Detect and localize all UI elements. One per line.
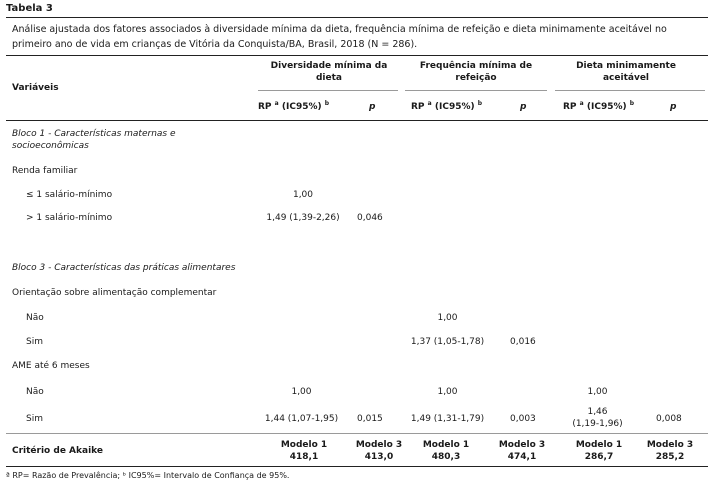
group-rule-3 xyxy=(555,90,705,91)
ame-nao-label: Não xyxy=(26,387,44,397)
header-group-dieta: Dieta minimamente aceitável xyxy=(576,61,676,83)
header-group-frequencia: Frequência mínima de refeição xyxy=(419,61,533,83)
ame-nao-rp-3: 1,00 xyxy=(587,387,608,397)
renda-low-rp: 1,00 xyxy=(292,190,314,200)
ame-sim-p-3: 0,008 xyxy=(656,414,682,424)
table-label: Tabela 3 xyxy=(6,3,53,14)
akaike-value-6: 285,2 xyxy=(655,452,685,462)
ame-label: AME até 6 meses xyxy=(12,361,90,371)
akaike-value-3: 480,3 xyxy=(431,452,461,462)
akaike-value-4: 474,1 xyxy=(507,452,537,462)
block1-title: Bloco 1 - Características maternas e socioeconômicas xyxy=(12,129,176,151)
akaike-model-1: Modelo 1 xyxy=(280,440,328,450)
header-rule xyxy=(6,120,708,121)
orient-label: Orientação sobre alimentação complementar xyxy=(12,288,217,298)
akaike-model-3: Modelo 1 xyxy=(422,440,470,450)
top-rule xyxy=(6,17,708,18)
ame-sim-p-2: 0,003 xyxy=(510,414,536,424)
akaike-model-5: Modelo 1 xyxy=(575,440,623,450)
orient-sim-rp: 1,37 (1,05-1,78) xyxy=(410,337,485,347)
header-rp-2: RP $^a$ (IC95%) $^b$ xyxy=(411,100,483,112)
akaike-value-1: 418,1 xyxy=(289,452,319,462)
header-variables: Variáveis xyxy=(12,83,59,93)
akaike-label: Critério de Akaike xyxy=(12,446,104,456)
ame-sim-rp-3-ci: (1,19-1,96) xyxy=(572,419,623,429)
akaike-value-5: 286,7 xyxy=(584,452,614,462)
ame-nao-rp-2: 1,00 xyxy=(437,387,458,397)
ame-sim-rp-2: 1,49 (1,31-1,79) xyxy=(410,414,485,424)
table-caption: Análise ajustada dos fatores associados à diversidade mínima da dieta, frequência mínima de refeição e dieta minimamente aceitável no primeiro ano de vida em crianças de Vitória da Conquista/BA, Brasil, 2018 (N = 286). xyxy=(12,24,667,50)
header-group-diversidade: Diversidade mínima da dieta xyxy=(270,61,388,83)
header-p-2: p xyxy=(520,102,527,112)
body-rule xyxy=(6,433,708,434)
group-rule-1 xyxy=(258,90,398,91)
header-rp-3: RP $^a$ (IC95%) $^b$ xyxy=(563,100,635,112)
ame-nao-rp-1: 1,00 xyxy=(291,387,312,397)
group-rule-2 xyxy=(405,90,547,91)
renda-high-p: 0,046 xyxy=(357,213,383,223)
akaike-value-2: 413,0 xyxy=(364,452,394,462)
ame-sim-rp-1: 1,44 (1,07-1,95) xyxy=(264,414,339,424)
ame-sim-p-1: 0,015 xyxy=(357,414,383,424)
caption-rule xyxy=(6,55,708,56)
orient-sim-p: 0,016 xyxy=(510,337,536,347)
ame-sim-label: Sim xyxy=(26,414,43,424)
akaike-model-6: Modelo 3 xyxy=(646,440,694,450)
akaike-model-4: Modelo 3 xyxy=(498,440,546,450)
renda-high-label: > 1 salário-mínimo xyxy=(26,213,113,223)
orient-sim-label: Sim xyxy=(26,337,43,347)
bottom-rule xyxy=(6,466,708,467)
orient-nao-label: Não xyxy=(26,313,44,323)
block3-title: Bloco 3 - Características das práticas alimentares xyxy=(12,263,236,273)
footnote: ª RP= Razão de Prevalência; ᵇ IC95%= Intervalo de Confiança de 95%. xyxy=(6,471,290,480)
orient-nao-rp: 1,00 xyxy=(437,313,458,323)
ame-sim-rp-3-value: 1,46 xyxy=(587,407,608,417)
header-p-3: p xyxy=(670,102,677,112)
akaike-model-2: Modelo 3 xyxy=(355,440,403,450)
header-rp-1: RP $^a$ (IC95%) $^b$ xyxy=(258,100,330,112)
header-p-1: p xyxy=(369,102,376,112)
renda-label: Renda familiar xyxy=(12,166,78,176)
renda-high-rp: 1,49 (1,39-2,26) xyxy=(266,213,340,223)
renda-low-label: ≤ 1 salário-mínimo xyxy=(26,190,113,200)
